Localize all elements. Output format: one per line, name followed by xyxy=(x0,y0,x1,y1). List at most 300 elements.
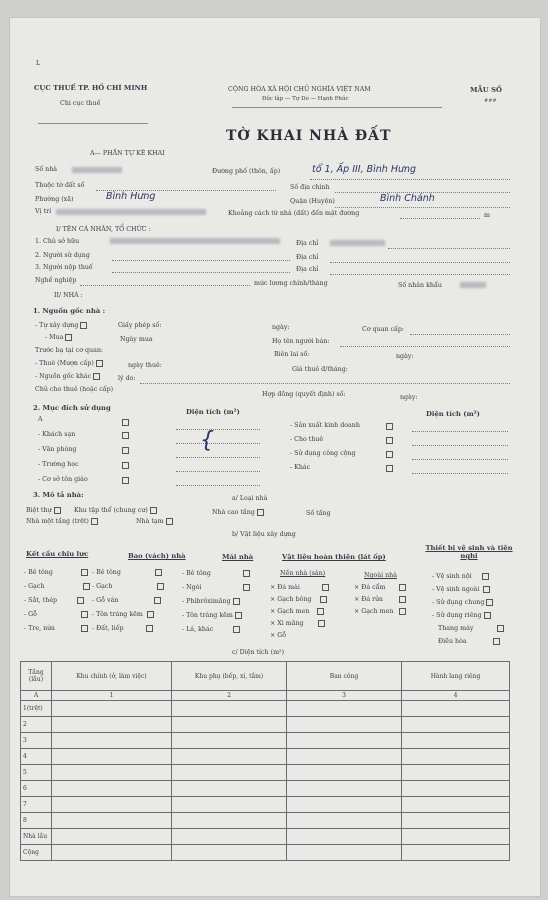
index-cell: 4 xyxy=(402,691,510,701)
row-label: Nhà lầu xyxy=(21,829,52,845)
ngay-thue-label: ngày thuê: xyxy=(128,362,162,369)
bao-vach-text: - Bê tông xyxy=(92,569,121,576)
mai-nha-title: Mái nhà xyxy=(222,553,254,561)
ket-cau-text: - Tre, nứa xyxy=(24,625,55,632)
mai-nha-text: - Tôn tráng kẽm xyxy=(182,612,233,619)
nghe-nghiep-label: Nghề nghiệp xyxy=(35,277,77,284)
dia-chi-dots-1 xyxy=(388,247,510,249)
table-cell[interactable] xyxy=(172,797,287,813)
table-cell[interactable] xyxy=(402,797,510,813)
mai-nha-item[interactable] xyxy=(182,623,250,637)
table-row xyxy=(21,717,510,733)
nha-tam-label xyxy=(136,518,173,526)
cho-thue-label: - Cho thuê xyxy=(290,436,324,443)
table-row xyxy=(21,749,510,765)
ket-cau-text: - Gạch xyxy=(24,583,45,590)
mai-nha-text: - Bê tông xyxy=(182,570,211,577)
khoang-cach-dots xyxy=(400,217,480,219)
ket-cau-checkbox[interactable] xyxy=(81,625,88,632)
loai-nha-label: a/ Loại nhà xyxy=(232,495,268,502)
biet-thu-checkbox[interactable] xyxy=(54,507,61,514)
nen-nha-item[interactable] xyxy=(270,594,329,606)
nen-nha-item[interactable] xyxy=(270,606,329,618)
section-a-heading: A— PHẦN TỰ KÊ KHAI xyxy=(90,150,165,157)
table-cell[interactable] xyxy=(402,749,510,765)
bao-vach-title: Bao (vách) nhà xyxy=(128,552,186,560)
table-row xyxy=(21,781,510,797)
nen-nha-list xyxy=(270,582,329,642)
table-cell[interactable] xyxy=(172,845,287,861)
mai-nha-checkbox[interactable] xyxy=(233,598,240,605)
nha-mot-tang-checkbox[interactable] xyxy=(91,518,98,525)
cho-thue-checkbox[interactable] xyxy=(386,437,393,444)
ket-cau-text: - Sắt, thép xyxy=(24,597,58,604)
table-cell[interactable] xyxy=(172,781,287,797)
republic-heading: CỘNG HÒA XÃ HỘI CHỦ NGHĨA VIỆT NAM xyxy=(228,86,371,93)
bao-vach-item[interactable] xyxy=(92,608,164,622)
duong-pho-value[interactable]: tổ 1, Ấp III, Bình Hưng xyxy=(312,164,417,175)
ngay-label-1: ngày: xyxy=(272,324,290,331)
bao-vach-checkbox[interactable] xyxy=(147,611,154,618)
index-cell: A xyxy=(21,691,52,701)
thiet-bi-text: Thang máy xyxy=(438,625,474,632)
unit-m: m xyxy=(484,212,490,219)
ngoai-nha-text: × Đá rửa xyxy=(354,596,383,603)
ngoai-nha-item[interactable] xyxy=(354,606,406,618)
hoan-thien-title: Vật liệu hoàn thiện (lát ốp) xyxy=(282,553,386,561)
nguon-goc-khac-text: - Nguồn gốc khác xyxy=(35,373,92,380)
thiet-bi-item[interactable] xyxy=(432,596,504,609)
table-cell[interactable] xyxy=(52,829,172,845)
nen-nha-label: Nền nhà (sàn) xyxy=(280,570,326,577)
table-cell[interactable] xyxy=(402,829,510,845)
table-row xyxy=(21,701,510,717)
thue-text: - Thuê (Mượn cấp) xyxy=(35,360,94,367)
cong-cong-checkbox[interactable] xyxy=(386,451,393,458)
nha-mot-tang-text: Nhà một tầng (trệt) xyxy=(26,518,89,525)
nghe-nghiep-dots xyxy=(80,284,250,286)
nguon-goc-heading: 1. Nguồn gốc nhà : xyxy=(33,307,106,315)
table-cell[interactable] xyxy=(287,749,402,765)
nguoi-ban-dots xyxy=(340,345,510,347)
bao-vach-item[interactable] xyxy=(92,580,164,594)
khu-tap-the-text: Khu tập thể (chung cư) xyxy=(74,507,148,514)
bao-vach-checkbox[interactable] xyxy=(157,583,164,590)
area-right-dots-1 xyxy=(412,430,508,432)
table-cell[interactable] xyxy=(172,829,287,845)
mua-label xyxy=(45,334,72,342)
nen-nha-text: × Xi măng xyxy=(270,620,304,627)
ton-giao-checkbox[interactable] xyxy=(122,477,129,484)
header-ban-cong: Ban công xyxy=(287,662,402,691)
area-dots-3 xyxy=(176,456,260,458)
so-tang-label: Số tầng xyxy=(306,510,331,517)
table-cell[interactable] xyxy=(287,829,402,845)
nguon-goc-khac-checkbox[interactable] xyxy=(93,373,100,380)
table-row xyxy=(21,733,510,749)
so-nhan-khau-label: Số nhân khẩu xyxy=(398,282,442,289)
motto: Độc lập — Tự Do — Hạnh Phúc xyxy=(262,96,349,102)
ket-cau-item[interactable] xyxy=(24,622,90,636)
header-khu-chinh: Khu chính (ở, làm việc) xyxy=(52,662,172,691)
table-cell[interactable] xyxy=(287,797,402,813)
khach-san-checkbox-2[interactable] xyxy=(122,432,129,439)
thiet-bi-text: Điều hòa xyxy=(438,638,467,645)
redacted-dia-chi-1 xyxy=(330,240,385,246)
ngay-label-3: ngày: xyxy=(400,394,418,401)
phuong-label: Phường (xã) xyxy=(35,196,74,203)
table-cell[interactable] xyxy=(287,781,402,797)
mai-nha-checkbox[interactable] xyxy=(233,626,240,633)
ngoai-nha-checkbox[interactable] xyxy=(399,596,406,603)
table-cell[interactable] xyxy=(172,733,287,749)
bao-vach-text: - Gạch xyxy=(92,583,113,590)
ket-cau-checkbox[interactable] xyxy=(81,569,88,576)
sub-agency-line xyxy=(38,122,148,124)
table-cell[interactable] xyxy=(52,733,172,749)
thiet-bi-item[interactable] xyxy=(432,583,504,596)
table-cell[interactable] xyxy=(287,733,402,749)
san-xuat-checkbox[interactable] xyxy=(386,423,393,430)
duong-pho-dots xyxy=(310,178,510,180)
form-code: MẪU SỐ xyxy=(470,86,502,94)
van-phong-checkbox[interactable] xyxy=(122,447,129,454)
mai-nha-text: - Ngói xyxy=(182,584,202,591)
table-cell[interactable] xyxy=(287,717,402,733)
dia-chi-label-3: Địa chỉ xyxy=(296,266,319,273)
index-cell: 1 xyxy=(52,691,172,701)
nguon-goc-khac-label xyxy=(35,373,100,381)
nen-nha-item[interactable] xyxy=(270,582,329,594)
bao-vach-item[interactable] xyxy=(92,622,164,636)
thiet-bi-checkbox[interactable] xyxy=(482,573,489,580)
muc-luong-label: mức lương chính/tháng xyxy=(254,280,328,287)
agency-name: CỤC THUẾ TP. HỒ CHÍ MINH xyxy=(34,84,148,92)
ket-cau-text: - Gỗ xyxy=(24,611,38,618)
row-label: 7 xyxy=(21,797,52,813)
nen-nha-checkbox[interactable] xyxy=(320,596,327,603)
table-index-row xyxy=(21,691,510,701)
mai-nha-checkbox[interactable] xyxy=(243,570,250,577)
form-title: TỜ KHAI NHÀ ĐẤT xyxy=(226,128,392,144)
so-dia-chinh-label: Số địa chính xyxy=(290,184,330,191)
mai-nha-checkbox[interactable] xyxy=(243,584,250,591)
ngoai-nha-list xyxy=(354,582,406,618)
khach-san-label: - Khách sạn xyxy=(38,431,76,438)
row-label: 4 xyxy=(21,749,52,765)
table-cell[interactable] xyxy=(52,797,172,813)
giay-phep-label: Giấy phép số: xyxy=(118,322,162,329)
ngoai-nha-text: × Đá cẩm xyxy=(354,584,386,591)
nen-nha-item[interactable] xyxy=(270,618,329,630)
chu-so-huu-label: 1. Chủ sở hữu xyxy=(35,238,80,245)
thiet-bi-item[interactable] xyxy=(432,570,504,583)
mua-text: - Mua xyxy=(45,334,64,341)
ket-cau-checkbox[interactable] xyxy=(77,597,84,604)
nha-cao-tang-checkbox[interactable] xyxy=(257,509,264,516)
index-cell: 3 xyxy=(287,691,402,701)
nen-nha-text: × Gạch men xyxy=(270,608,310,615)
redacted-so-nha xyxy=(72,167,122,173)
dien-tich-heading-left: Diện tích (m²) xyxy=(186,408,240,416)
ly-do-label: lý do: xyxy=(118,375,136,382)
area-dots-1 xyxy=(176,428,260,430)
row-label: 6 xyxy=(21,781,52,797)
muc-dich-heading: 2. Mục đích sử dụng xyxy=(33,404,111,412)
dia-chi-label-1: Địa chỉ xyxy=(296,240,319,247)
nguoi-nop-thue-dots xyxy=(112,271,290,273)
ly-do-dots xyxy=(140,382,510,384)
nha-cao-tang-text: Nhà cao tầng xyxy=(212,509,255,516)
thiet-bi-text: - Sử dụng riêng xyxy=(432,612,482,619)
table-cell[interactable] xyxy=(287,845,402,861)
top-mark: L xyxy=(36,60,41,67)
co-quan-cap-dots xyxy=(410,333,510,335)
nha-cao-tang-label xyxy=(212,509,264,517)
bao-vach-item[interactable] xyxy=(92,594,164,608)
bao-vach-checkbox[interactable] xyxy=(146,625,153,632)
bao-vach-list xyxy=(92,566,164,636)
mai-nha-item[interactable] xyxy=(182,595,250,609)
san-xuat-label: - Sản xuất kinh doanh xyxy=(290,422,360,429)
ngoai-nha-label: Ngoài nhà xyxy=(364,572,397,579)
phuong-value[interactable]: Bình Hưng xyxy=(106,191,156,202)
nen-nha-text: × Đá mài xyxy=(270,584,300,591)
area-right-dots-4 xyxy=(412,472,508,474)
area-dots-5 xyxy=(176,484,260,486)
dien-tich-heading-right: Diện tích (m²) xyxy=(426,410,480,418)
nha-tam-text: Nhà tạm xyxy=(136,518,164,525)
bao-vach-item[interactable] xyxy=(92,566,164,580)
dien-tich-subtitle: c/ Diện tích (m²) xyxy=(232,649,285,656)
sub-agency: Chi cục thuế xyxy=(60,100,101,107)
truong-hoc-label: - Trường học xyxy=(38,461,79,468)
nen-nha-checkbox[interactable] xyxy=(322,584,329,591)
thiet-bi-checkbox[interactable] xyxy=(497,625,504,632)
table-cell[interactable] xyxy=(172,701,287,717)
section-1-heading: I/ TÊN CÁ NHÂN, TỔ CHỨC : xyxy=(56,226,151,233)
gia-thue-label: Giá thuê đ/tháng: xyxy=(292,366,348,373)
thuoc-to-label: Thuộc tờ đất số xyxy=(35,182,85,189)
ngoai-nha-checkbox[interactable] xyxy=(399,584,406,591)
nen-nha-checkbox[interactable] xyxy=(317,608,324,615)
mai-nha-list xyxy=(182,567,250,637)
table-header-row xyxy=(21,662,510,691)
motto-underline xyxy=(232,106,442,108)
biet-thu-text: Biệt thự xyxy=(26,507,52,514)
khoang-cach-label: Khoảng cách từ nhà (đất) đến mặt đường xyxy=(228,210,360,217)
table-cell[interactable] xyxy=(287,813,402,829)
ngoai-nha-item[interactable] xyxy=(354,582,406,594)
section-2-heading: II/ NHÀ : xyxy=(54,292,83,299)
table-cell[interactable] xyxy=(402,765,510,781)
quan-dots xyxy=(335,206,510,208)
ket-cau-item[interactable] xyxy=(24,594,90,608)
biet-thu-label xyxy=(26,507,61,515)
thiet-bi-text: - Vệ sinh nội xyxy=(432,573,472,580)
ket-cau-title: Kết cấu chịu lực xyxy=(26,550,89,558)
so-nha-label: Số nhà xyxy=(35,166,58,173)
redacted-vi-tri xyxy=(56,209,206,215)
ket-cau-checkbox[interactable] xyxy=(83,583,90,590)
bao-vach-checkbox[interactable] xyxy=(155,569,162,576)
table-cell[interactable] xyxy=(287,701,402,717)
truong-hoc-checkbox[interactable] xyxy=(122,462,129,469)
ket-cau-item[interactable] xyxy=(24,566,90,580)
nen-nha-text: × Gỗ xyxy=(270,632,287,639)
table-cell[interactable] xyxy=(402,717,510,733)
thiet-bi-title: Thiết bị vệ sinh và tiện nghi xyxy=(425,544,513,560)
table-cell[interactable] xyxy=(172,765,287,781)
area-dots-4 xyxy=(176,470,260,472)
mai-nha-text: - Lá, khác xyxy=(182,626,214,633)
table-row xyxy=(21,765,510,781)
ngay-mua-label: Ngày mua xyxy=(120,336,153,343)
thiet-bi-checkbox[interactable] xyxy=(484,612,491,619)
mai-nha-item[interactable] xyxy=(182,581,250,595)
area-right-dots-3 xyxy=(412,458,508,460)
khu-tap-the-checkbox[interactable] xyxy=(150,507,157,514)
table-row xyxy=(21,813,510,829)
mai-nha-text: - Phibrôximăng xyxy=(182,598,231,605)
area-dots-2 xyxy=(176,442,260,444)
ngoai-nha-item[interactable] xyxy=(354,594,406,606)
ket-cau-item[interactable] xyxy=(24,608,90,622)
area-brace: { xyxy=(200,428,214,453)
thiet-bi-list xyxy=(432,570,504,648)
ngay-label-2: ngày: xyxy=(396,353,414,360)
thiet-bi-item[interactable] xyxy=(432,635,504,648)
thiet-bi-item[interactable] xyxy=(432,609,504,622)
table-cell[interactable] xyxy=(172,749,287,765)
nguoi-nop-thue-label: 3. Người nộp thuế xyxy=(35,264,93,271)
duong-pho-label: Đường phố (thôn, ấp) xyxy=(212,168,281,175)
co-quan-cap-label: Cơ quan cấp: xyxy=(362,326,405,333)
nguoi-su-dung-dots xyxy=(112,259,290,261)
khu-tap-the-label xyxy=(74,507,157,515)
header-tang: Tầng (lầu) xyxy=(21,662,52,691)
bao-vach-text: - Đất, liếp xyxy=(92,625,124,632)
area-right-dots-2 xyxy=(412,444,508,446)
ket-cau-text: - Bê tông xyxy=(24,569,53,576)
redacted-nhan-khau xyxy=(460,282,486,288)
row-label: 1(trệt) xyxy=(21,701,52,717)
thue-label xyxy=(35,360,103,368)
truoc-ba-label: Trước bạ tại cơ quan: xyxy=(35,347,104,354)
mua-checkbox[interactable] xyxy=(65,334,72,341)
van-phong-label: - Văn phòng xyxy=(38,446,77,453)
nguoi-su-dung-label: 2. Người sử dụng xyxy=(35,252,90,259)
row-label: 3 xyxy=(21,733,52,749)
tu-xay-dung-checkbox[interactable] xyxy=(80,322,87,329)
bao-vach-text: - Tôn tráng kẽm xyxy=(92,611,143,618)
ho-ten-nguoi-ban-label: Họ tên người bán: xyxy=(272,338,330,345)
mai-nha-item[interactable] xyxy=(182,609,250,623)
table-cell[interactable] xyxy=(402,813,510,829)
dia-chi-dots-3 xyxy=(330,273,510,275)
table-cell[interactable] xyxy=(402,781,510,797)
row-label: 8 xyxy=(21,813,52,829)
form-code-sub: ### xyxy=(484,98,497,104)
area-table xyxy=(20,661,510,861)
mai-nha-item[interactable] xyxy=(182,567,250,581)
header-khu-phu: Khu phụ (bếp, xí, tắm) xyxy=(172,662,287,691)
thiet-bi-checkbox[interactable] xyxy=(483,586,490,593)
nen-nha-text: × Gạch bông xyxy=(270,596,312,603)
thue-checkbox[interactable] xyxy=(96,360,103,367)
table-cell[interactable] xyxy=(172,813,287,829)
thiet-bi-text: - Vệ sinh ngoài xyxy=(432,586,480,593)
cong-cong-label: - Sử dụng công cộng xyxy=(290,450,356,457)
chu-cho-thue-label: Chủ cho thuê (hoặc cấp) xyxy=(35,386,114,393)
hop-dong-label: Hợp đồng (quyết định) số: xyxy=(262,391,346,398)
dia-chi-dots-2 xyxy=(330,261,510,263)
thiet-bi-checkbox[interactable] xyxy=(493,638,500,645)
table-cell[interactable] xyxy=(52,813,172,829)
table-row xyxy=(21,797,510,813)
nha-mot-tang-label xyxy=(26,518,98,526)
bao-vach-text: - Gỗ ván xyxy=(92,597,119,604)
mai-nha-checkbox[interactable] xyxy=(235,612,242,619)
table-cell[interactable] xyxy=(402,845,510,861)
table-cell[interactable] xyxy=(172,717,287,733)
bao-vach-checkbox[interactable] xyxy=(154,597,161,604)
vi-tri-label: Vị trí xyxy=(35,208,52,215)
table-cell[interactable] xyxy=(52,765,172,781)
index-cell: 2 xyxy=(172,691,287,701)
khach-san-checkbox[interactable] xyxy=(122,419,129,426)
table-cell[interactable] xyxy=(402,701,510,717)
redacted-chu-so-huu xyxy=(110,238,280,244)
table-cell[interactable] xyxy=(52,781,172,797)
col-a-label: A xyxy=(38,416,43,423)
quan-label: Quận (Huyện) xyxy=(290,198,335,205)
header-hanh-lang: Hành lang riêng xyxy=(402,662,510,691)
bien-lai-label: Biên lai số: xyxy=(274,351,310,358)
table-row xyxy=(21,845,510,861)
row-label: 5 xyxy=(21,765,52,781)
mo-ta-heading: 3. Mô tả nhà: xyxy=(33,491,84,499)
row-label: 2 xyxy=(21,717,52,733)
tu-xay-dung-label xyxy=(35,322,87,330)
tu-xay-dung-text: - Tự xây dựng xyxy=(35,322,79,329)
table-cell[interactable] xyxy=(287,765,402,781)
nen-nha-item[interactable] xyxy=(270,630,329,642)
table-row xyxy=(21,829,510,845)
table-cell[interactable] xyxy=(52,845,172,861)
ket-cau-item[interactable] xyxy=(24,580,90,594)
table-cell[interactable] xyxy=(402,733,510,749)
table-cell[interactable] xyxy=(52,749,172,765)
ket-cau-checkbox[interactable] xyxy=(81,611,88,618)
ngoai-nha-text: × Gạch men xyxy=(354,608,394,615)
ngoai-nha-checkbox[interactable] xyxy=(399,608,406,615)
row-label: Cộng xyxy=(21,845,52,861)
vat-lieu-label: b/ Vật liệu xây dựng xyxy=(232,531,296,538)
nen-nha-checkbox[interactable] xyxy=(318,620,325,627)
thiet-bi-item[interactable] xyxy=(432,622,504,635)
quan-value[interactable]: Bình Chánh xyxy=(380,193,435,204)
nha-tam-checkbox[interactable] xyxy=(166,518,173,525)
ton-giao-label: - Cơ sở tôn giáo xyxy=(38,476,88,483)
table-cell[interactable] xyxy=(52,701,172,717)
khac-label: - Khác xyxy=(290,464,311,471)
table-cell[interactable] xyxy=(52,717,172,733)
khac-checkbox[interactable] xyxy=(386,465,393,472)
thiet-bi-checkbox[interactable] xyxy=(486,599,493,606)
thiet-bi-text: - Sử dụng chung xyxy=(432,599,485,606)
dia-chi-label-2: Địa chỉ xyxy=(296,254,319,261)
